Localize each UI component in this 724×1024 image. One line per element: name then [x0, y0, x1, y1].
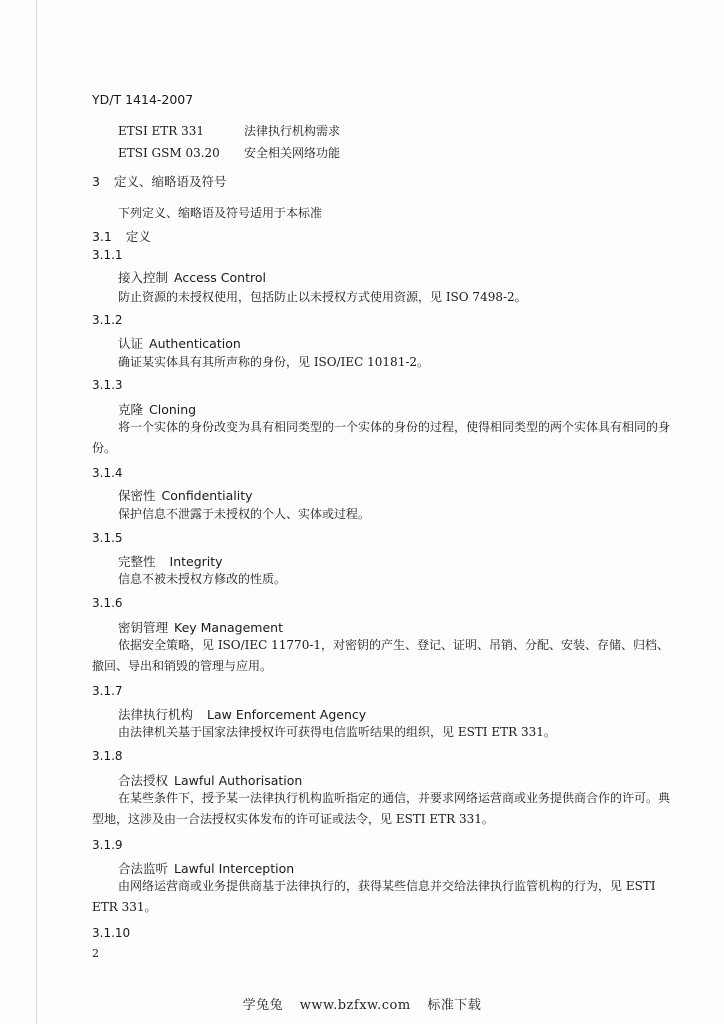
- term-en: Integrity: [169, 554, 223, 569]
- footer-tagline: 标准下载: [427, 998, 482, 1013]
- term-zh: 法律执行机构: [118, 707, 194, 722]
- standard-code: YD/T 1414-2007: [92, 92, 194, 107]
- definition-term: [118, 771, 302, 789]
- term-en: Key Management: [174, 620, 283, 635]
- term-zh: 完整性: [118, 554, 156, 569]
- section-title: 定义: [125, 229, 151, 244]
- definition-term: [118, 705, 366, 723]
- abbreviation-row: [118, 122, 340, 139]
- term-zh: 合法监听: [118, 861, 169, 876]
- definition-text: 依据安全策略，见 ISO/IEC 11770-1，对密钥的产生、登记、证明、吊销、分配、安装、存储、归档、撤回、导出和销毁的管理与应用。: [92, 638, 670, 673]
- definition-number: 3.1.8: [92, 749, 123, 763]
- term-zh: 认证: [118, 336, 144, 351]
- footer-url: www.bzfxw.com: [299, 998, 411, 1013]
- abbreviation-row: [118, 144, 340, 161]
- scan-margin-line: [36, 0, 37, 1024]
- term-zh: 克隆: [118, 402, 144, 417]
- term-en: Authentication: [149, 336, 241, 351]
- term-zh: 密钥管理: [118, 620, 169, 635]
- section-number: 3: [92, 174, 100, 189]
- definition-text: 确证某实体具有其所声称的身份，见 ISO/IEC 10181-2。: [118, 355, 430, 369]
- definition-number: 3.1.4: [92, 466, 123, 480]
- section-3-heading: [92, 172, 226, 190]
- abbreviation: ETSI ETR 331: [118, 124, 205, 138]
- footer-site-name: 学兔兔: [242, 998, 284, 1013]
- definition-number: 3.1.2: [92, 313, 123, 327]
- definition-term: [118, 552, 223, 570]
- section-3-1-heading: [92, 227, 151, 245]
- term-en: Access Control: [174, 270, 266, 285]
- abbreviation: ETSI GSM 03.20: [118, 146, 220, 160]
- term-en: Lawful Authorisation: [174, 773, 303, 788]
- term-en: Lawful Interception: [174, 861, 295, 876]
- definition-text: 在某些条件下，授予某一法律执行机构监听指定的通信，并要求网络运营商或业务提供商合作的许可。典型地，这涉及由一合法授权实体发布的许可证或法令，见 ESTI ETR 331。: [92, 791, 671, 826]
- definition-text: 由法律机关基于国家法律授权许可获得电信监听结果的组织，见 ESTI ETR 331。: [118, 725, 556, 739]
- abbreviation-meaning: 法律执行机构需求: [244, 124, 341, 138]
- definition-term: [118, 268, 266, 286]
- term-en: Law Enforcement Agency: [207, 707, 367, 722]
- definition-text: 信息不被未授权方修改的性质。: [118, 572, 287, 586]
- section-3-intro: 下列定义、缩略语及符号适用于本标准: [118, 206, 323, 220]
- definition-text: 防止资源的未授权使用，包括防止以未授权方式使用资源，见 ISO 7498-2。: [118, 290, 527, 304]
- term-zh: 接入控制: [118, 270, 169, 285]
- term-en: Cloning: [149, 402, 197, 417]
- definition-text: 将一个实体的身份改变为具有相同类型的一个实体的身份的过程，使得相同类型的两个实体具有相同的身份。: [92, 420, 671, 455]
- section-number: 3.1: [92, 229, 112, 244]
- watermark-footer: [0, 994, 724, 1013]
- definition-number: 3.1.7: [92, 684, 123, 698]
- definition-text: 保护信息不泄露于未授权的个人、实体或过程。: [118, 507, 371, 521]
- term-zh: 保密性: [118, 488, 156, 503]
- definition-number: 3.1.1: [92, 248, 123, 262]
- term-en: Confidentiality: [161, 488, 253, 503]
- definition-term: [118, 859, 294, 877]
- definition-number: 3.1.5: [92, 531, 123, 545]
- definition-term: [118, 486, 253, 504]
- definition-term: [118, 618, 283, 636]
- definition-number: 3.1.6: [92, 596, 123, 610]
- abbreviation-meaning: 安全相关网络功能: [244, 146, 341, 160]
- page-number: 2: [92, 947, 99, 960]
- section-title: 定义、缩略语及符号: [113, 174, 227, 189]
- definition-text: 由网络运营商或业务提供商基于法律执行的，获得某些信息并交给法律执行监管机构的行为，见 ESTI ETR 331。: [92, 879, 656, 914]
- definition-number: 3.1.9: [92, 838, 123, 852]
- definition-term: [118, 334, 241, 352]
- definition-number: 3.1.10: [92, 926, 131, 940]
- definition-number: 3.1.3: [92, 378, 123, 392]
- term-zh: 合法授权: [118, 773, 169, 788]
- definition-term: [118, 400, 196, 418]
